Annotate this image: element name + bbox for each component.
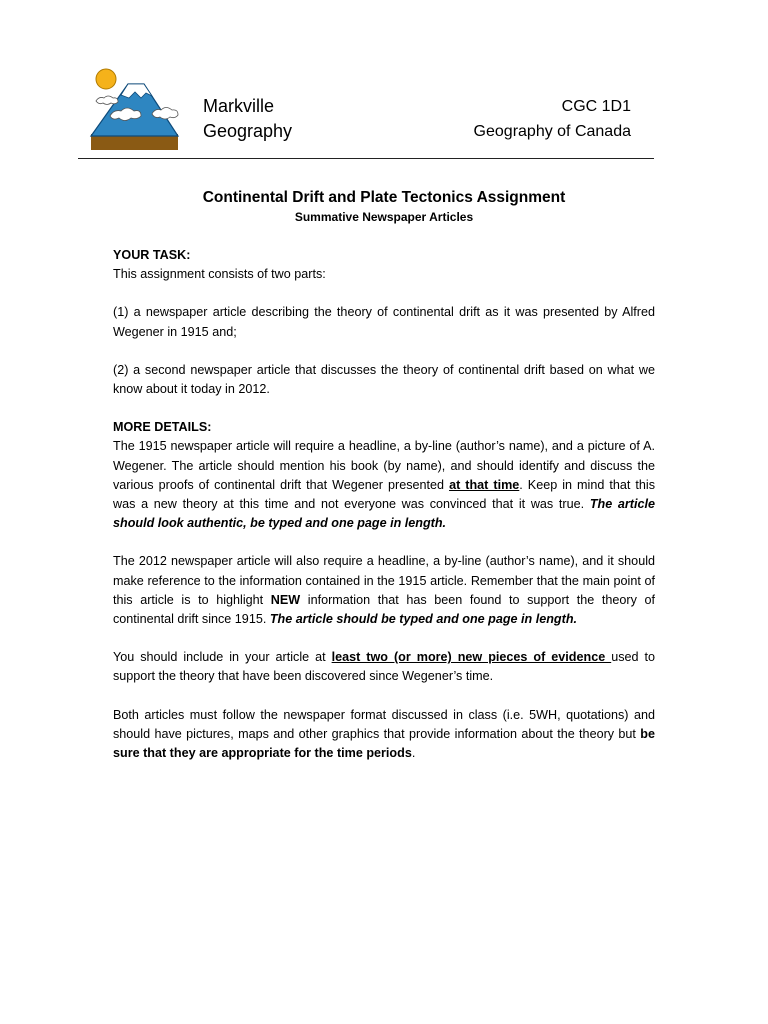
mountain-sun-logo-icon [88,66,180,152]
emphasis-new: NEW [270,592,301,607]
school-line-2: Geography [203,121,293,141]
task-part-2: (2) a second newspaper article that discusses the theory of continental drift based on what we know about it today in 2012. [113,362,655,397]
course-name: Geography of Canada [473,123,631,140]
details-paragraph-4: Both articles must follow the newspaper format discussed in class (i.e. 5WH, quotations) and should have pictures, maps and other graphics that provide information about the theory but be sure that they are appropriate for the time periods. [113,707,655,761]
document-subtitle: Summative Newspaper Articles [294,210,474,224]
details-paragraph-3: You should include in your article at least two (or more) new pieces of evidence used to support the theory that have been discovered since Wegener’s time. [113,650,655,684]
requirement-1915: The article should look authentic, be typed and one page in length. [113,497,655,531]
header-divider [78,158,654,159]
requirement-2012: The article should be typed and one page in length. [269,612,578,627]
emphasis-evidence: least two (or more) new pieces of evidence [331,650,612,665]
details-paragraph-1: The 1915 newspaper article will require a headline, a by-line (author’s name), and a picture of A. Wegener. The article should mention his book (by name), and should identify and discuss the various proofs of continental drift that Wegener presented at that time. Keep in mind that this was a new theory at this time and not everyone was convinced that it was true. The article should look authentic, be typed and one page in length. [113,439,655,531]
task-heading: YOUR TASK: [113,248,191,262]
task-intro: This assignment consists of two parts: [113,267,326,282]
course-code: CGC 1D1 [561,98,631,115]
emphasis-time-periods: be sure that they are appropriate for the time periods [113,726,655,761]
task-part-1: (1) a newspaper article describing the theory of continental drift as it was presented by Alfred Wegener in 1915 and; [113,305,655,339]
course-info [474,94,631,144]
emphasis-at-that-time: at that time [449,477,520,492]
details-heading: MORE DETAILS: [113,420,212,435]
school-name [203,94,292,144]
details-paragraph-2: The 2012 newspaper article will also require a headline, a by-line (author’s name), and it should make reference to the information contained in the 1915 article. Remember that the main point of this article is to highlight NEW information that has been found to support the theory of continental drift since 1915. The article should be typed and one page in length. [113,554,655,627]
school-line-1: Markville [203,96,275,116]
document-title: Continental Drift and Plate Tectonics Assignment [202,189,566,206]
assignment-body [113,246,655,763]
